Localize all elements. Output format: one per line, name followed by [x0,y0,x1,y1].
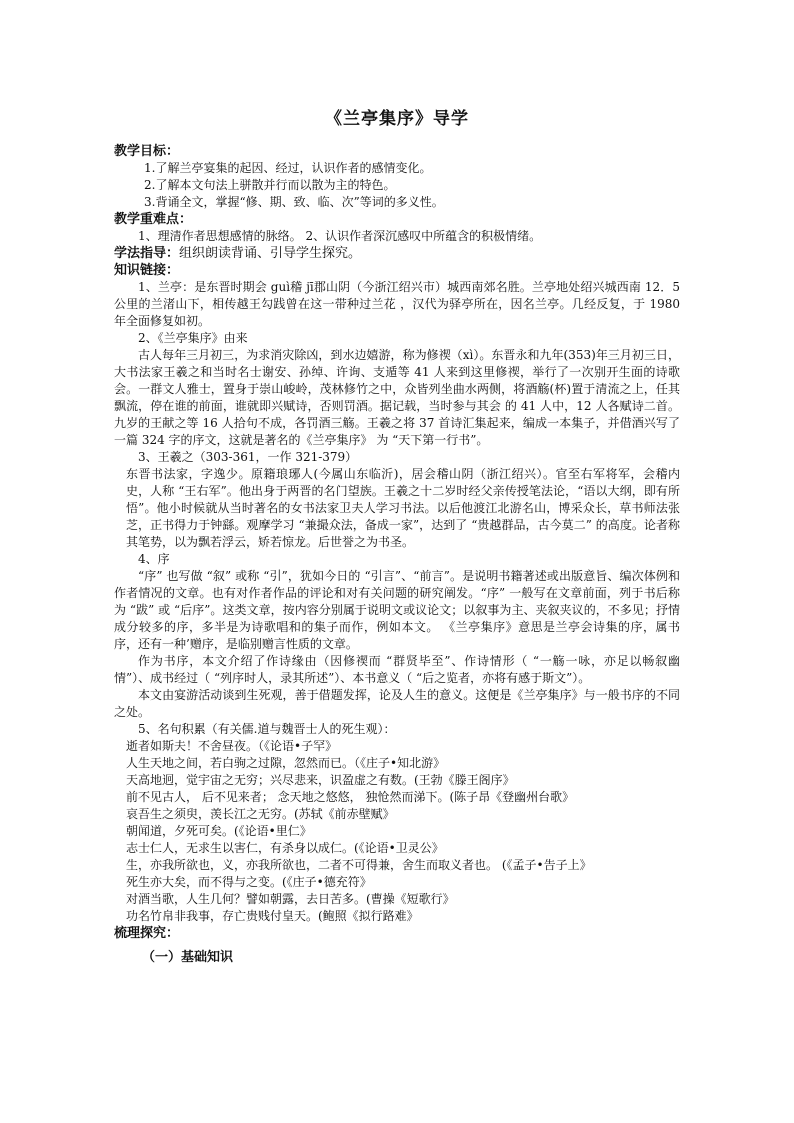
focus-text: 1、理清作者思想感情的脉络。 2、认识作者深沉感叹中所蕴含的积极情绪。 [138,229,542,243]
links-heading: 知识链接： [114,263,180,278]
link-preface-title: 4、序 [138,552,170,566]
link-preface-text: 作为书序，本文介绍了作诗缘由（因修禊而 “群贤毕至”、作诗情形（ “一觞一咏，亦足以畅叙幽情”）、成书经过（ “列序时人，录其所述”）、本书意义（ “后之览者，亦将有感于斯文”）。 [114,654,680,685]
quote-item: 志士仁人，无求生以害仁，有杀身以成仁。(《论语•卫灵公》 [126,841,444,855]
method-line [114,245,680,262]
quote-item: 天高地迥，觉宇宙之无穷；兴尽悲来，识盈虚之有数。(王勃《滕王阁序》 [126,773,515,787]
link-preface-text: “序” 也写做 “叙” 或称 “引”，犹如今日的 “引言”、“前言”。是说明书籍著述或出版意旨、编次体例和作者情况的文章。也有对作者作品的评论和对有关问题的研究阐发。“序” 一般写在文章前面，列于书后称为 “跋” 或 “后序”。这类文章，按内容分别属于说明文或议论文；以叙事为主、夹叙夹议的，不多见；抒情成分较多的序，多半是为诗歌唱和的集子而作，例如本文。 《兰亭集序》意思是兰亭会诗集的序，属书序，还有一种’赠序，是临别赠言性质的文章。 [114,569,680,651]
link-preface-text: 本文由宴游活动谈到生死观，善于借题发挥，论及人生的意义。这便是《兰亭集序》与一般书序的不同之处。 [114,688,680,719]
goal-item: 1.了解兰亭宴集的起因、经过，认识作者的感情变化。 [144,161,432,175]
link-quotes-title: 5、名句积累（有关儒.道与魏晋士人的死生观）： [138,722,396,736]
quote-item: 前不见古人， 后不见来者； 念天地之悠悠， 独怆然而涕下。(陈子昂《登幽州台歌》 [126,790,575,804]
quote-item: 逝者如斯夫！不舍昼夜。（《论语•子罕》 [126,739,338,753]
explore-subheading: （一）基础知识 [142,950,234,965]
quote-item: 人生天地之间，若白驹之过隙，忽然而已。（《庄子•知北游》 [126,756,446,770]
method-heading: 学法指导： [114,246,180,261]
goals-heading: 教学目标： [114,144,180,159]
quote-item: 朝闻道，夕死可矣。(《论语•里仁》 [126,824,312,838]
goal-item: 2.了解本文句法上骈散并行而以散为主的特色。 [144,178,396,192]
method-text: 组织朗读背诵、引导学生探究。 [179,246,362,261]
link-origin-title: 2、《兰亭集序》由来 [138,331,248,345]
link-author-text: 东晋书法家，字逸少。原籍琅琊人(今属山东临沂)，居会稽山阴（浙江绍兴）。官至右军将军，会稽内史，人称 “王右军”。他出身于两晋的名门望族。王羲之十二岁时经父亲传授笔法论，“语以大纲，即有所悟”。他小时候就从当时著名的女书法家卫夫人学习书法。以后他渡江北游名山，博采众长，草书师法张芝，正书得力于钟繇。观摩学习 “兼撮众法，备成一家”，达到了 “贵越群品，古今莫二” 的高度。论者称其笔势，以为飘若浮云，矫若惊龙。后世誉之为书圣。 [126,467,680,549]
goal-item: 3.背诵全文，掌握“修、期、致、临、次”等词的多义性。 [144,195,444,209]
quote-item: 生，亦我所欲也，义，亦我所欲也，二者不可得兼，舍生而取义者也。 (《孟子•告子上》 [126,858,592,872]
quote-item: 哀吾生之须臾，羡长江之无穷。(苏轼《前赤壁赋》 [126,807,395,821]
focus-heading: 教学重难点： [114,212,193,227]
document-page [114,104,680,965]
link-sanlan: 1、兰亭：是东晋时期会 guì稽 jī郡山阴（今浙江绍兴市）城西南郊名胜。兰亭地处绍兴城西南 12．5 公里的兰渚山下，相传越王勾践曾在这一带种过兰花 ，汉代为驿亭所在，因名兰亭。几经反复，于 1980 年全面修复如初。 [114,280,680,328]
explore-heading: 梳理探究： [114,926,180,941]
link-origin-text: 古人每年三月初三，为求消灾除凶，到水边嬉游，称为修禊（xì）。东晋永和九年(353)年三月初三日，大书法家王羲之和当时名士谢安、孙绰、许询、支遁等 41 人来到这里修禊，举行了一次别开生面的诗歌会。一群文人雅士，置身于崇山峻岭，茂林修竹之中，众皆列坐曲水两侧，将酒觞(杯)置于清流之上，任其飘流，停在谁的前面，谁就即兴赋诗，否则罚酒。据记载，当时参与其会 的 41 人中，12 人各赋诗二首。九岁的王献之等 16 人拾句不成，各罚酒三觞。王羲之将 37 首诗汇集起来，编成一本集子，并借酒兴写了一篇 324 字的序文，这就是著名的《兰亭集序》 为 “天下第一行书”。 [114,348,680,447]
quote-item: 对酒当歌，人生几何？譬如朝露，去日苦多。(曹操《短歌行》 [126,892,455,906]
quote-item: 死生亦大矣，而不得与之变。(《庄子•德充符》 [126,875,372,889]
quote-item: 功名竹帛非我事，存亡贵贱付皇天。(鲍照《拟行路难》 [126,909,419,923]
link-author-title: 3、王羲之（303-361，一作 321-379） [138,450,358,464]
page-title: 《兰亭集序》导学 [325,109,469,129]
